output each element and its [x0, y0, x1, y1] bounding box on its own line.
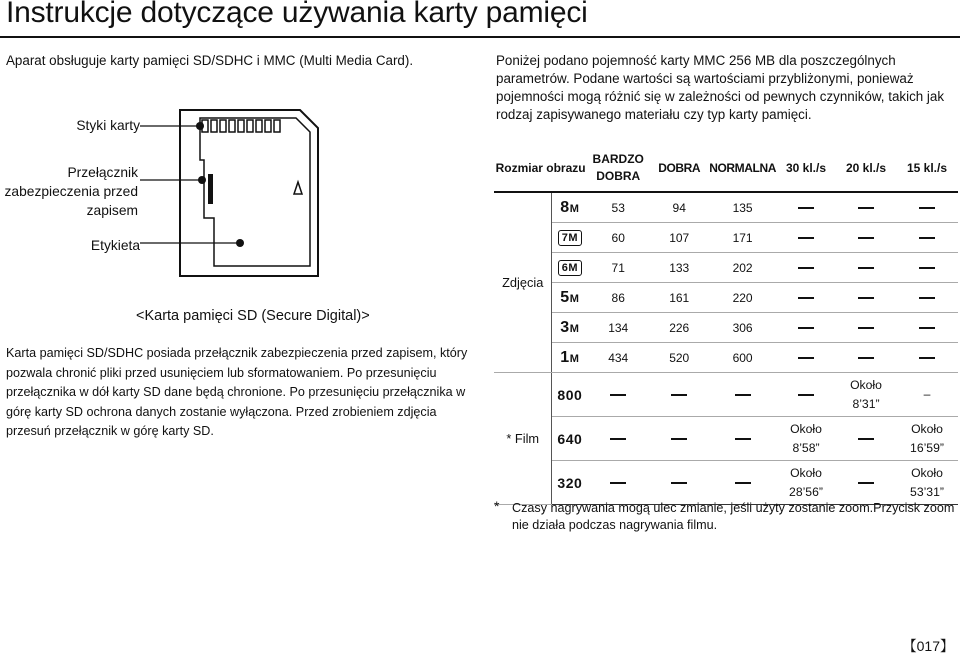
- capacity-value: 60: [587, 223, 649, 253]
- capacity-value: 53: [587, 192, 649, 223]
- card-contacts: [202, 120, 280, 132]
- empty-dash: [858, 482, 874, 484]
- capacity-value: 226: [649, 313, 709, 343]
- capacity-value: 107: [649, 223, 709, 253]
- empty-dash: [671, 438, 687, 440]
- na-cell: [776, 223, 836, 253]
- table-row: [494, 192, 958, 223]
- image-size-icon: [552, 192, 587, 223]
- na-cell: [836, 283, 896, 313]
- empty-dash: [798, 394, 814, 396]
- empty-dash: [798, 327, 814, 329]
- sd-card-inner-outline: [200, 118, 310, 266]
- na-cell: [776, 253, 836, 283]
- na-cell: [587, 461, 649, 505]
- movie-size-label: 640: [557, 430, 583, 447]
- empty-dash: [671, 482, 687, 484]
- record-time-c15: Około 16’59”: [896, 417, 958, 461]
- record-time-c20: Około 8’31”: [836, 373, 896, 417]
- empty-dash: [919, 207, 935, 209]
- empty-dash: [671, 394, 687, 396]
- na-cell: [896, 343, 958, 373]
- na-cell: [836, 223, 896, 253]
- icon-size-digit: 5: [560, 288, 570, 306]
- header-20fps: 20 kl./s: [836, 145, 896, 192]
- sd-description: Karta pamięci SD/SDHC posiada przełącznik zabezpieczenia przed zapisem, który pozwala chronić pliki przed usunięciem lub sformatowaniem. Po przesunięciu przełącznika w dół karty SD dane będą chronione. Po przesunięciu przełącznika w górę karty SD ochrona danych zostanie wyłączona. Przed zrobieniem zdjęcia przesuń przełącznik w górę karty SD.: [6, 346, 468, 438]
- na-cell: [649, 461, 709, 505]
- na-cell: [896, 253, 958, 283]
- na-cell: [709, 373, 776, 417]
- icon-size-unit: M: [569, 292, 580, 305]
- capacity-value: 135: [709, 192, 776, 223]
- capacity-value: 134: [587, 313, 649, 343]
- icon-size-unit: M: [569, 322, 580, 335]
- icon-size-digit: 7: [561, 231, 569, 244]
- leader-dot-contacts: [196, 122, 204, 130]
- empty-dash: [798, 297, 814, 299]
- na-cell: [896, 192, 958, 223]
- image-size-icon: [552, 313, 587, 343]
- capacity-table: [494, 145, 958, 505]
- header-fine: DOBRA: [649, 145, 709, 192]
- record-time-c20: [836, 461, 896, 505]
- category-photos: Zdjęcia: [494, 192, 552, 373]
- empty-dash: [610, 482, 626, 484]
- page-number: 【017】: [902, 638, 954, 654]
- capacity-value: 71: [587, 253, 649, 283]
- na-cell: [896, 223, 958, 253]
- record-time-c30: Około 8’58”: [776, 417, 836, 461]
- image-size-icon: [552, 343, 587, 373]
- movie-size-icon: [552, 373, 587, 417]
- icon-size-digit: 8: [560, 198, 570, 216]
- record-time-c20: [836, 417, 896, 461]
- capacity-value: 171: [709, 223, 776, 253]
- na-cell: [896, 283, 958, 313]
- empty-dash: [798, 207, 814, 209]
- na-cell: [836, 343, 896, 373]
- empty-dash: [858, 237, 874, 239]
- intro-text: Aparat obsługuje karty pamięci SD/SDHC i MMC (Multi Media Card).: [6, 53, 414, 68]
- na-cell: [836, 313, 896, 343]
- insert-direction-triangle: [294, 182, 302, 194]
- table-row: [494, 253, 958, 283]
- empty-dash: [919, 357, 935, 359]
- capacity-value: 600: [709, 343, 776, 373]
- icon-size-unit: M: [569, 352, 580, 365]
- empty-dash: [919, 237, 935, 239]
- empty-dash: [919, 297, 935, 299]
- table-row: [494, 417, 958, 461]
- na-cell: [587, 417, 649, 461]
- label-card-label: Etykieta: [90, 238, 140, 253]
- icon-size-digit: 6: [561, 261, 569, 274]
- na-cell: [649, 417, 709, 461]
- empty-dash: [858, 327, 874, 329]
- na-cell: [709, 461, 776, 505]
- movie-size-label: 320: [557, 474, 583, 491]
- empty-dash: [610, 394, 626, 396]
- leader-dot-switch: [198, 176, 206, 184]
- empty-dash: [858, 357, 874, 359]
- leader-dot-label: [236, 239, 244, 247]
- capacity-value: 133: [649, 253, 709, 283]
- table-row: [494, 343, 958, 373]
- capacity-value: 161: [649, 283, 709, 313]
- icon-size-unit: M: [568, 231, 578, 244]
- write-protect-switch: [208, 174, 213, 204]
- empty-dash: [858, 267, 874, 269]
- na-cell: [836, 253, 896, 283]
- table-row: [494, 223, 958, 253]
- icon-size-digit: 3: [560, 318, 570, 336]
- image-size-icon: [552, 283, 587, 313]
- sd-card-diagram: [140, 100, 340, 300]
- label-card-contacts: Styki karty: [76, 118, 140, 133]
- image-size-icon: [552, 253, 587, 283]
- empty-dash: [858, 207, 874, 209]
- header-15fps: 15 kl./s: [896, 145, 958, 192]
- record-time-c15: –: [896, 373, 958, 417]
- table-row: [494, 461, 958, 505]
- title-rule: [0, 36, 960, 38]
- mmc-capacity-intro: Poniżej podano pojemność karty MMC 256 MB dla poszczególnych parametrów. Podane wartości są wartościami przybliżonymi, ponieważ pojemności mogą różnić się w zależności od pewnych czynników, takich jak rodzaj zapisywanego materiału czy typ karty pamięci.: [496, 53, 945, 122]
- capacity-value: 434: [587, 343, 649, 373]
- page-title: Instrukcje dotyczące używania karty pamięci: [6, 0, 588, 29]
- na-cell: [776, 313, 836, 343]
- record-time-c15: Około 53’31”: [896, 461, 958, 505]
- table-header-row: [494, 145, 958, 192]
- footnote-text: Czasy nagrywania mogą ulec zmianie, jeśli użyty zostanie zoom.Przycisk zoom nie działa podczas nagrywania filmu.: [512, 501, 955, 532]
- header-image-size: Rozmiar obrazu: [494, 145, 587, 192]
- category-film: * Film: [494, 373, 552, 505]
- empty-dash: [610, 438, 626, 440]
- icon-size-unit: M: [568, 261, 578, 274]
- empty-dash: [798, 237, 814, 239]
- icon-size-digit: 1: [560, 348, 570, 366]
- na-cell: [776, 283, 836, 313]
- na-cell: [776, 192, 836, 223]
- na-cell: [776, 343, 836, 373]
- record-time-c30: [776, 373, 836, 417]
- capacity-value: 94: [649, 192, 709, 223]
- image-size-icon: [552, 223, 587, 253]
- capacity-value: 220: [709, 283, 776, 313]
- diagram-caption: <Karta pamięci SD (Secure Digital)>: [136, 308, 370, 324]
- icon-size-unit: M: [569, 202, 580, 215]
- header-30fps: 30 kl./s: [776, 145, 836, 192]
- na-cell: [709, 417, 776, 461]
- empty-dash: [858, 297, 874, 299]
- empty-dash: [735, 394, 751, 396]
- movie-size-icon: [552, 417, 587, 461]
- empty-dash: [858, 438, 874, 440]
- na-cell: [836, 192, 896, 223]
- capacity-value: 306: [709, 313, 776, 343]
- empty-dash: [919, 327, 935, 329]
- capacity-value: 202: [709, 253, 776, 283]
- empty-dash: [735, 482, 751, 484]
- na-cell: [649, 373, 709, 417]
- empty-dash: [798, 267, 814, 269]
- na-cell: [587, 373, 649, 417]
- na-cell: [896, 313, 958, 343]
- table-row: [494, 373, 958, 417]
- movie-size-label: 800: [557, 386, 583, 403]
- capacity-value: 86: [587, 283, 649, 313]
- table-row: [494, 313, 958, 343]
- header-super-fine: BARDZO DOBRA: [587, 145, 649, 192]
- table-row: [494, 283, 958, 313]
- record-time-c30: Około 28’56”: [776, 461, 836, 505]
- empty-dash: [735, 438, 751, 440]
- movie-size-icon: [552, 461, 587, 505]
- empty-dash: [919, 267, 935, 269]
- header-normal: NORMALNA: [709, 145, 776, 192]
- label-write-protect-switch: Przełącznik zabezpieczenia przed zapisem: [4, 165, 138, 218]
- footnote-mark: *: [494, 498, 500, 514]
- capacity-value: 520: [649, 343, 709, 373]
- empty-dash: [798, 357, 814, 359]
